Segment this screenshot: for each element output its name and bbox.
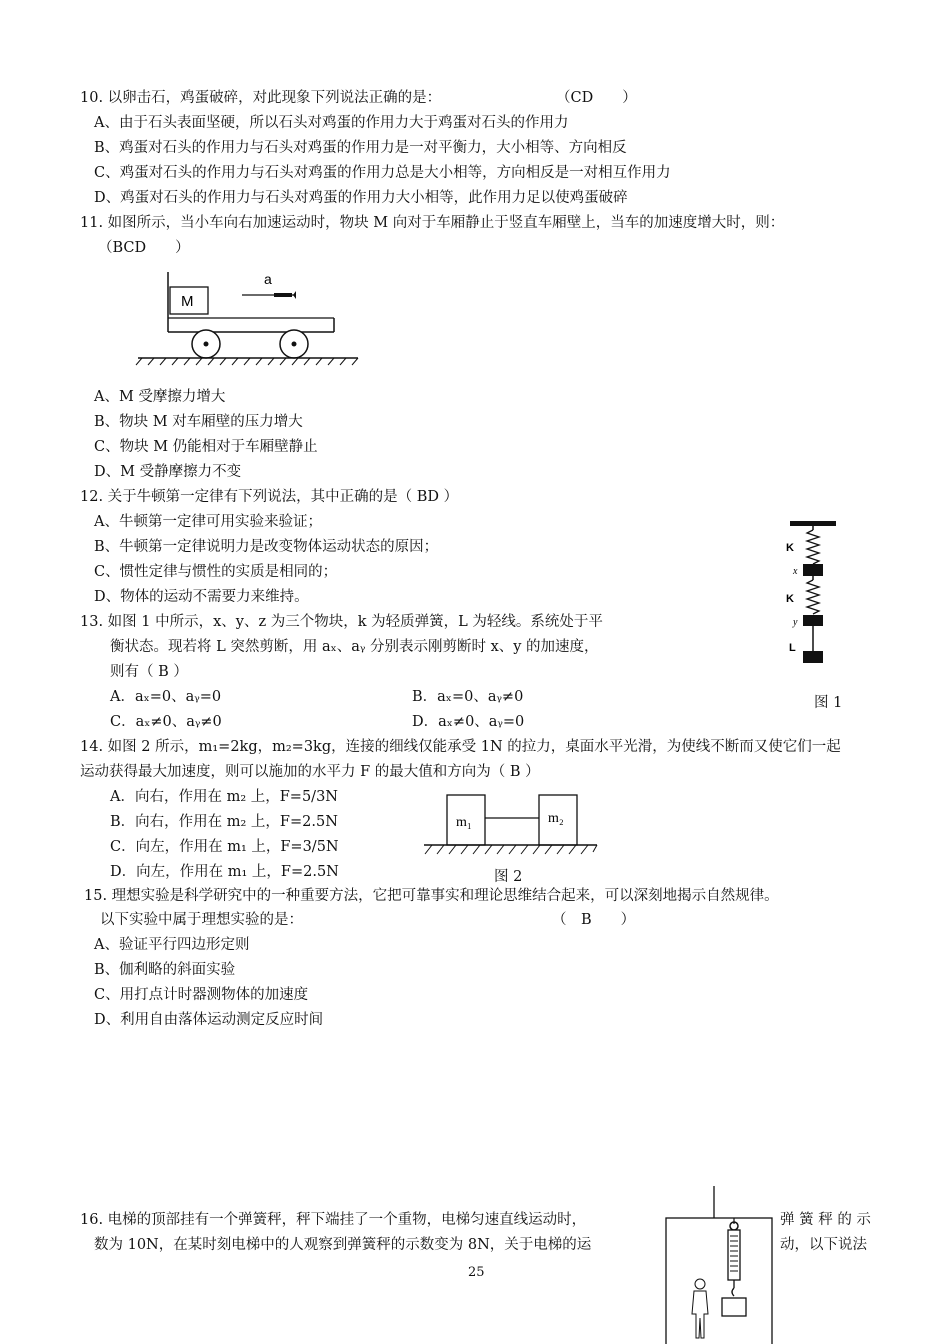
q16-line-2: 数为 10N，在某时刻电梯中的人观察到弹簧秤的示数变为 8N，关于电梯的运 <box>94 1237 592 1253</box>
spring-k2 <box>807 580 819 614</box>
figure-1-caption: 图 1 <box>814 695 843 711</box>
weight <box>722 1298 746 1316</box>
svg-text:L: L <box>789 642 796 654</box>
cart-figure <box>136 266 361 366</box>
svg-text:y: y <box>793 617 798 628</box>
q14-line-2: 运动获得最大加速度，则可以施加的水平力 F 的最大值和方向为（ B ） <box>80 764 540 780</box>
svg-text:K: K <box>786 593 794 605</box>
q13-line-2: 衡状态。现若将 L 突然剪断，用 aₓ、aᵧ 分别表示刚剪断时 x、y 的加速度， <box>110 639 599 655</box>
q11-stem: 11. 如图所示，当小车向右加速运动时，物块 M 向对于车厢静止于竖直车厢壁上，当车的加速度增大时，则： <box>80 215 785 231</box>
elevator-car <box>666 1218 772 1344</box>
q10-option-b: B、鸡蛋对石头的作用力与石头对鸡蛋的作用力是一对平衡力，大小相等、方向相反 <box>94 140 627 156</box>
acceleration-label: a <box>264 271 272 287</box>
svg-text:m₂: m₂ <box>548 811 564 826</box>
q13-option-d: D．aₓ≠0、aᵧ=0 <box>412 714 525 730</box>
block-y <box>803 615 823 626</box>
q15-option-c: C、用打点计时器测物体的加速度 <box>94 987 309 1003</box>
q15-answer: （ B ） <box>552 912 636 928</box>
q13-line-1: 13. 如图 1 中所示，x、y、z 为三个物块，k 为轻质弹簧，L 为轻线。系统处于平 <box>80 614 603 630</box>
block-x <box>803 564 823 576</box>
q15-option-b: B、伽利略的斜面实验 <box>94 962 236 978</box>
q11-option-c: C、物块 M 仍能相对于车厢壁静止 <box>94 439 318 455</box>
q13-line-3: 则有（ B ） <box>110 664 188 680</box>
svg-text:x: x <box>793 566 798 577</box>
q10-option-c: C、鸡蛋对石头的作用力与石头对鸡蛋的作用力总是大小相等，方向相反是一对相互作用力 <box>94 165 671 181</box>
q14-line-1: 14. 如图 2 所示，m₁=2kg，m₂=3kg，连接的细线仅能承受 1N 的拉力，桌面水平光滑，为使线不断而又使它们一起 <box>80 739 841 755</box>
q10-option-a: A、由于石头表面坚硬，所以石头对鸡蛋的作用力大于鸡蛋对石头的作用力 <box>94 115 569 131</box>
q14-option-a: A．向右，作用在 m₂ 上，F=5/3N <box>110 789 338 805</box>
q13-option-c: C．aₓ≠0、aᵧ≠0 <box>110 714 222 730</box>
q16-line-2-end: 动，以下说法 <box>780 1237 867 1253</box>
elevator-figure <box>664 1186 776 1344</box>
q14-option-b: B．向右，作用在 m₂ 上，F=2.5N <box>110 814 338 830</box>
q15-option-a: A、验证平行四边形定则 <box>94 937 250 953</box>
svg-text:m₁: m₁ <box>456 815 472 830</box>
block-m-label: M <box>181 293 194 310</box>
q14-option-d: D．向左，作用在 m₁ 上，F=2.5N <box>110 864 339 880</box>
q13-option-b: B．aₓ=0、aᵧ≠0 <box>412 689 524 705</box>
page-number: 25 <box>468 1265 485 1280</box>
figure-2-caption: 图 2 <box>494 869 523 885</box>
q15-line-1: 15. 理想实验是科学研究中的一种重要方法，它把可靠事实和理论思维结合起来，可以深刻地揭示自然规律。 <box>84 888 779 904</box>
q10-option-d: D、鸡蛋对石头的作用力与石头对鸡蛋的作用力大小相等，此作用力足以使鸡蛋破碎 <box>94 190 628 206</box>
q14-option-c: C．向左，作用在 m₁ 上，F=3/5N <box>110 839 339 855</box>
q12-option-c: C、惯性定律与惯性的实质是相同的； <box>94 564 338 580</box>
q11-option-b: B、物块 M 对车厢壁的压力增大 <box>94 414 303 430</box>
q10-stem: 10. 以卵击石，鸡蛋破碎，对此现象下列说法正确的是： <box>80 90 442 106</box>
q11-answer: （BCD ） <box>98 240 190 256</box>
spring-k1 <box>807 530 819 564</box>
q10-answer: （CD ） <box>556 90 637 106</box>
q11-option-a: A、M 受摩擦力增大 <box>94 389 226 405</box>
q11-option-d: D、M 受静摩擦力不变 <box>94 464 242 480</box>
block-z <box>803 651 823 663</box>
q16-line-1-end: 弹 簧 秤 的 示 <box>780 1212 871 1228</box>
q15-option-d: D、利用自由落体运动测定反应时间 <box>94 1012 324 1028</box>
q12-stem: 12. 关于牛顿第一定律有下列说法，其中正确的是（ BD ） <box>80 489 459 505</box>
q12-option-a: A、牛顿第一定律可用实验来验证； <box>94 514 322 530</box>
q15-line-2: 以下实验中属于理想实验的是： <box>100 912 303 928</box>
q12-option-d: D、物体的运动不需要力来维持。 <box>94 589 309 605</box>
person-icon <box>692 1279 708 1338</box>
two-blocks-figure <box>420 790 600 860</box>
spring-figure <box>784 518 844 668</box>
q12-option-b: B、牛顿第一定律说明力是改变物体运动状态的原因； <box>94 539 439 555</box>
svg-text:K: K <box>786 542 794 554</box>
q16-line-1: 16. 电梯的顶部挂有一个弹簧秤，秤下端挂了一个重物，电梯匀速直线运动时， <box>80 1212 587 1228</box>
q13-option-a: A．aₓ=0、aᵧ=0 <box>110 689 222 705</box>
spring-scale <box>728 1230 740 1280</box>
